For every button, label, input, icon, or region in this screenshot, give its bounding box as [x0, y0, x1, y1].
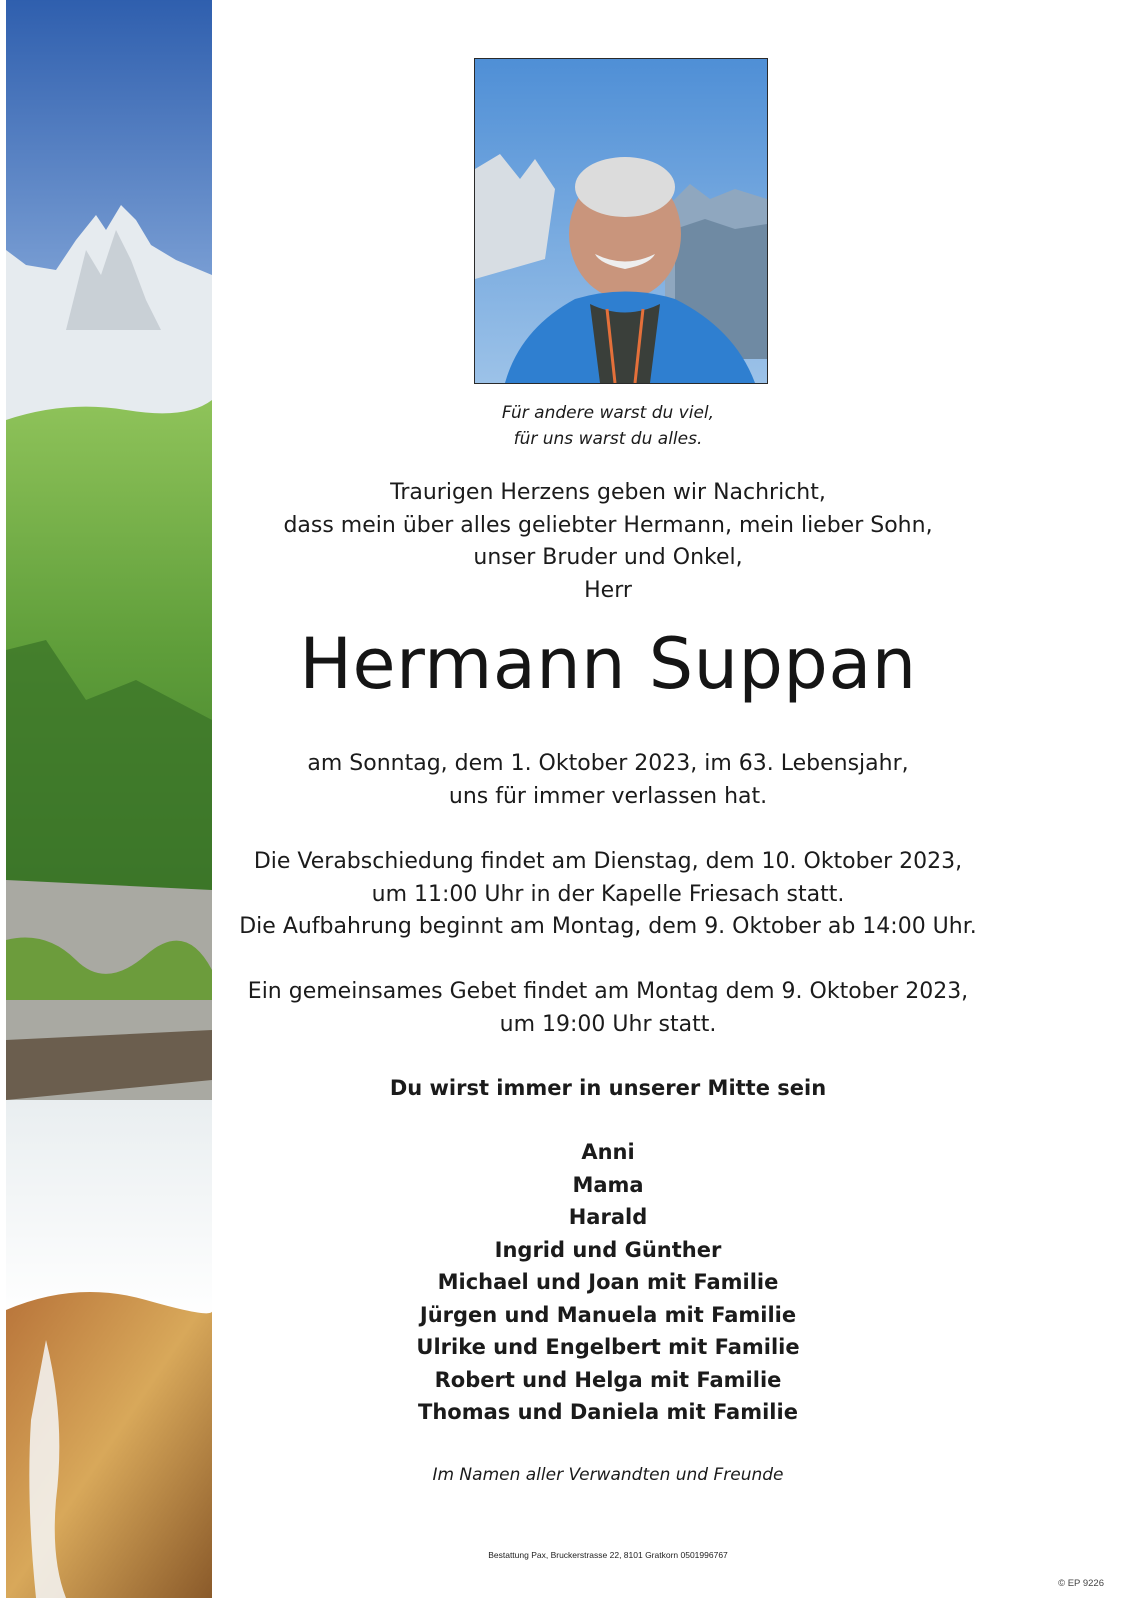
- intro-line: dass mein über alles geliebter Hermann, mein lieber Sohn,: [283, 512, 933, 538]
- death-line: am Sonntag, dem 1. Oktober 2023, im 63. Lebensjahr,: [307, 751, 909, 776]
- closing-line: Du wirst immer in unserer Mitte sein: [389, 1076, 827, 1100]
- document-code: © EP 9226: [1058, 1578, 1104, 1589]
- intro-line: Traurigen Herzens geben wir Nachricht,: [390, 480, 826, 505]
- death-line: uns für immer verlassen hat.: [448, 783, 768, 809]
- motto-line: Für andere warst du viel,: [501, 403, 715, 423]
- mourner-item: Anni: [581, 1140, 635, 1164]
- landscape-illustration: [6, 0, 212, 1598]
- portrait-photo: [474, 58, 768, 384]
- mourner-item: Ingrid und Günther: [494, 1237, 722, 1262]
- mourner-item: Ulrike und Engelbert mit Familie: [416, 1335, 800, 1359]
- intro-line: Herr: [584, 577, 632, 603]
- motto: [228, 400, 988, 452]
- prayer-line: Ein gemeinsames Gebet findet am Montag dem 9. Oktober 2023,: [247, 979, 969, 1004]
- farewell-details: [228, 846, 988, 944]
- farewell-line: um 11:00 Uhr in der Kapelle Friesach statt.: [371, 881, 845, 907]
- prayer-line: um 19:00 Uhr statt.: [499, 1011, 717, 1037]
- mourner-item: Mama: [572, 1172, 644, 1197]
- mourner-item: Thomas und Daniela mit Familie: [418, 1400, 798, 1424]
- farewell-line: Die Verabschiedung findet am Dienstag, dem 10. Oktober 2023,: [253, 849, 963, 874]
- mourner-item: Robert und Helga mit Familie: [434, 1367, 782, 1392]
- death-notice: [228, 748, 988, 813]
- mourner-item: Harald: [568, 1205, 648, 1229]
- motto-line: für uns warst du alles.: [513, 429, 703, 449]
- mourner-item: Jürgen und Manuela mit Familie: [419, 1302, 797, 1327]
- mourners-note: Im Namen aller Verwandten und Freunde: [432, 1465, 784, 1485]
- mourner-item: Michael und Joan mit Familie: [437, 1270, 779, 1294]
- funeral-home-footer: Bestattung Pax, Bruckerstrasse 22, 8101 Gratkorn 0501996767: [488, 1550, 728, 1560]
- mourners-list: [228, 1136, 988, 1429]
- portrait-illustration: [475, 59, 767, 383]
- prayer-details: [228, 976, 988, 1041]
- farewell-line: Die Aufbahrung beginnt am Montag, dem 9. Oktober ab 14:00 Uhr.: [239, 914, 977, 939]
- intro-line: unser Bruder und Onkel,: [473, 545, 743, 570]
- deceased-name: Hermann Suppan: [299, 623, 917, 705]
- announcement-intro: [228, 477, 988, 607]
- landscape-strip: [6, 0, 212, 1598]
